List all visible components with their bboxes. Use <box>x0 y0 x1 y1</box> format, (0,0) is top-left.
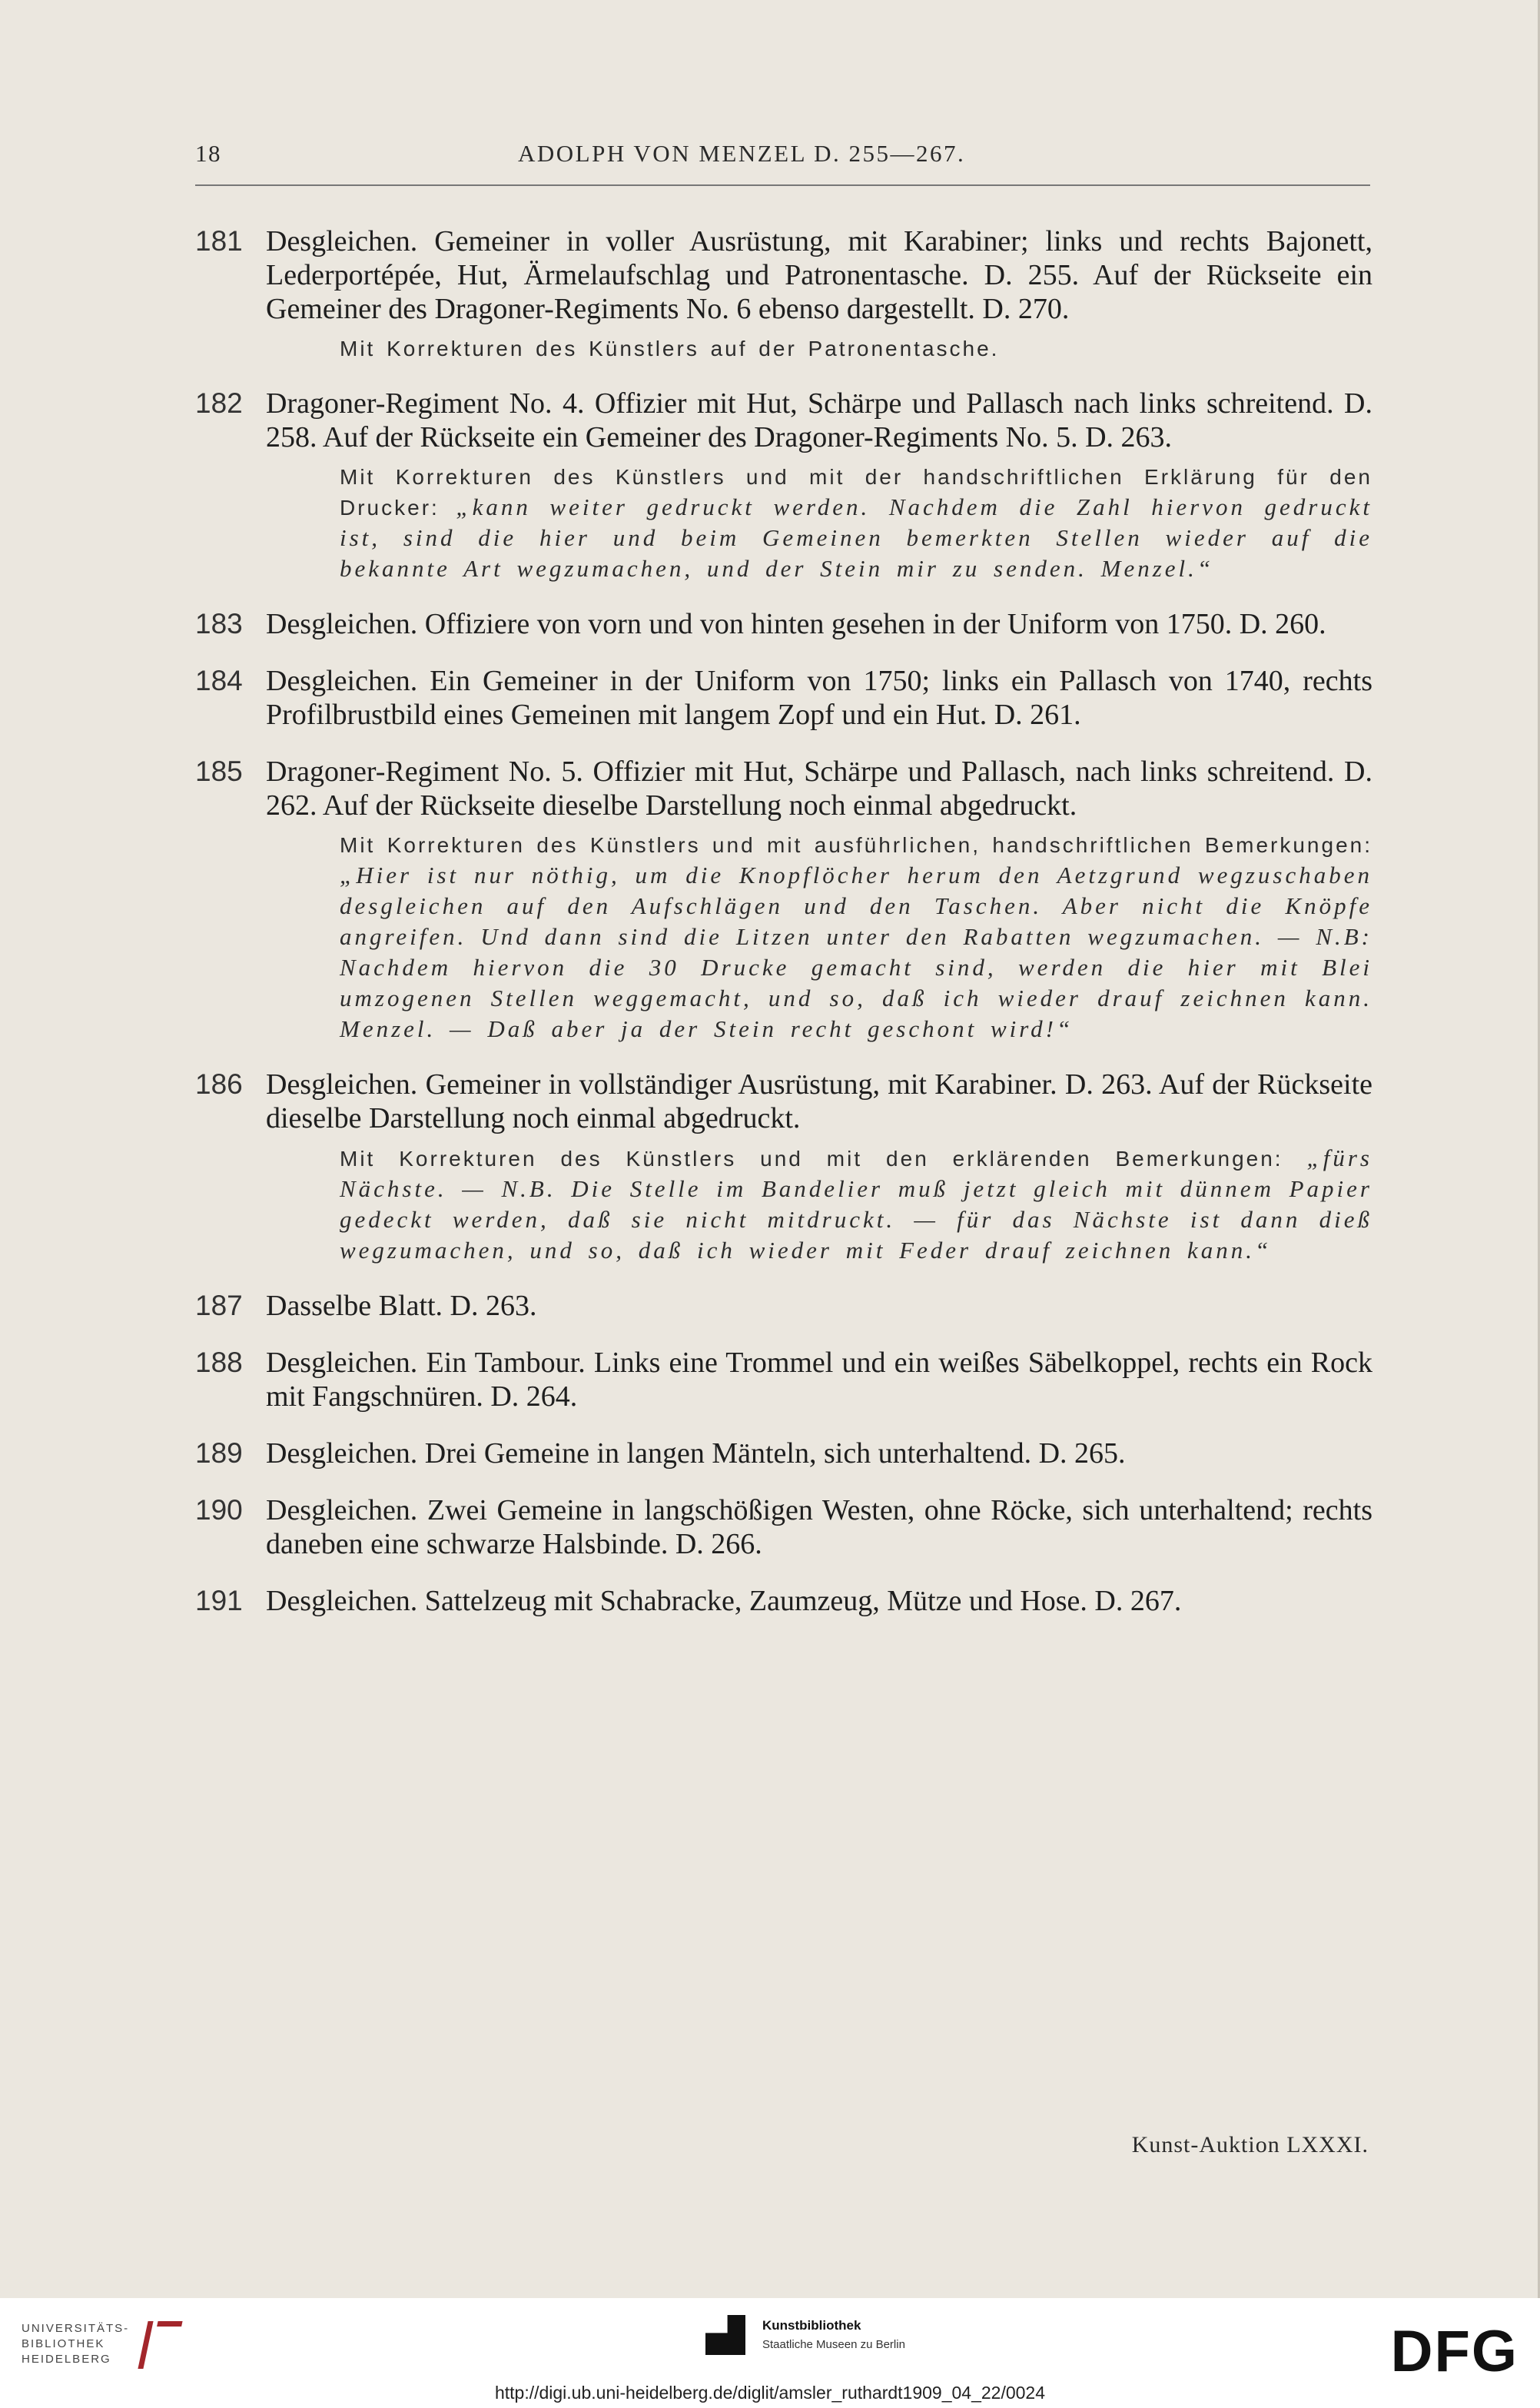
entry-number: 181 <box>195 225 243 257</box>
entry-description: Desgleichen. Drei Gemeine in langen Mänteln, sich unterhaltend. D. 265. <box>266 1437 1126 1470</box>
catalogue-entry <box>195 1289 1372 1323</box>
catalogue-entry <box>195 224 1372 364</box>
kunstbibliothek-subtitle: Staatliche Museen zu Berlin <box>762 2338 905 2351</box>
entry-description: Desgleichen. Ein Gemeiner in der Uniform von 1750; links ein Pallasch von 1740, rechts Profilbrustbild eines Gemeinen mit langem Zopf und ein Hut. D. 261. <box>266 665 1372 731</box>
catalogue-entries <box>195 224 1372 1641</box>
running-head <box>195 135 1370 174</box>
entry-description: Dasselbe Blatt. D. 263. <box>266 1290 537 1322</box>
entry-number: 184 <box>195 665 243 696</box>
entry-note <box>340 334 1372 364</box>
entry-number: 186 <box>195 1068 243 1100</box>
catalogue-entry <box>195 1068 1372 1266</box>
kunstbibliothek-title: Kunstbibliothek <box>762 2318 861 2333</box>
entry-number: 183 <box>195 608 243 639</box>
auction-signature: Kunst-Auktion LXXXI. <box>1131 2132 1369 2157</box>
entry-description: Desgleichen. Sattelzeug mit Schabracke, Zaumzeug, Mütze und Hose. D. 267. <box>266 1585 1182 1617</box>
dfg-logo[interactable]: DFG <box>1390 2319 1518 2384</box>
entry-description: Desgleichen. Offiziere von vorn und von hinten gesehen in der Uniform von 1750. D. 260. <box>266 608 1326 640</box>
kunstbibliothek-logo[interactable] <box>705 2315 959 2361</box>
catalogue-entry <box>195 664 1372 732</box>
entry-number: 190 <box>195 1494 243 1526</box>
entry-note <box>340 1143 1372 1266</box>
running-title: ADOLPH VON MENZEL D. 255—267. <box>518 140 966 167</box>
header-rule <box>195 184 1370 186</box>
entry-description: Dragoner-Regiment No. 5. Offizier mit Hut, Schärpe und Pallasch, nach links schreitend. D. 262. Auf der Rückseite dieselbe Darstellung noch einmal abgedruckt. <box>266 756 1372 822</box>
entry-number: 182 <box>195 387 243 419</box>
entry-description: Desgleichen. Gemeiner in voller Ausrüstung, mit Karabiner; links und rechts Bajonett, Lederportépée, Hut, Ärmelaufschlag und Patronentasche. D. 255. Auf der Rückseite ein Gemeiner des Dragoner-Regiments No. 6 ebenso dargestellt. D. 270. <box>266 225 1372 325</box>
catalogue-entry <box>195 387 1372 584</box>
note-handwritten-quote: „kann weiter gedruckt werden. Nachdem die Zahl hiervon gedruckt ist, sind die hier und beim Gemeinen bemerkten Stellen wieder auf die bekannte Art wegzumachen, und der Stein mir zu senden. Menzel.“ <box>340 493 1372 582</box>
catalogue-entry <box>195 755 1372 1045</box>
catalogue-entry <box>195 1493 1372 1561</box>
university-library-logo[interactable] <box>22 2321 191 2367</box>
entry-note <box>340 462 1372 584</box>
page-number: 18 <box>195 140 221 167</box>
note-text: Mit Korrekturen des Künstlers und mit der handschriftlichen Erklärung für den Drucker: <box>340 465 1372 520</box>
note-text: Mit Korrekturen des Künstlers auf der Patronentasche. <box>340 337 1000 360</box>
university-line: UNIVERSITÄTS- <box>22 2322 130 2335</box>
viewer-footer <box>0 2298 1540 2408</box>
entry-number: 189 <box>195 1437 243 1469</box>
catalogue-entry <box>195 607 1372 641</box>
note-handwritten-quote: „Hier ist nur nöthig, um die Knopflöcher herum den Aetzgrund wegzuschaben desgleichen auf den Aufschlägen und den Taschen. Aber nicht die Knöpfe angreifen. Und dann sind die Litzen unter den Rabatten wegzumachen. — N.B: Nachdem hiervon die 30 Drucke gemacht sind, werden die hier mit Blei umzogenen Stellen weggemacht, und so, daß ich wieder drauf zeichnen kann. Menzel. — Daß aber ja der Stein recht geschont wird!“ <box>340 862 1372 1042</box>
university-line: HEIDELBERG <box>22 2353 111 2366</box>
entry-number: 191 <box>195 1585 243 1616</box>
entry-description: Desgleichen. Zwei Gemeine in langschößigen Westen, ohne Röcke, sich unterhaltend; rechts daneben eine schwarze Halsbinde. D. 266. <box>266 1494 1372 1560</box>
entry-number: 188 <box>195 1347 243 1378</box>
entry-description: Desgleichen. Gemeiner in vollständiger Ausrüstung, mit Karabiner. D. 263. Auf der Rückseite dieselbe Darstellung noch einmal abgedruckt. <box>266 1068 1372 1134</box>
entry-number: 185 <box>195 756 243 787</box>
note-handwritten-quote: „fürs Nächste. — N.B. Die Stelle im Bandelier muß jetzt gleich mit dünnem Papier gedeckt werden, daß sie nicht mitdruckt. — für das Nächste ist dann dieß wegzumachen, und so, daß ich wieder mit Feder drauf zeichnen kann.“ <box>340 1144 1372 1264</box>
note-text: Mit Korrekturen des Künstlers und mit den erklärenden Bemerkungen: <box>340 1147 1307 1171</box>
kunstbibliothek-emblem-icon <box>705 2315 745 2355</box>
note-text: Mit Korrekturen des Künstlers und mit ausführlichen, handschriftlichen Bemerkungen: <box>340 833 1372 857</box>
entry-note <box>340 830 1372 1045</box>
entry-description: Dragoner-Regiment No. 4. Offizier mit Hut, Schärpe und Pallasch nach links schreitend. D. 258. Auf der Rückseite ein Gemeiner des Dragoner-Regiments No. 5. D. 263. <box>266 387 1372 453</box>
catalogue-entry <box>195 1346 1372 1413</box>
entry-description: Desgleichen. Ein Tambour. Links eine Trommel und ein weißes Säbelkoppel, rechts ein Rock mit Fangschnüren. D. 264. <box>266 1347 1372 1413</box>
catalogue-entry <box>195 1436 1372 1470</box>
university-line: BIBLIOTHEK <box>22 2337 105 2350</box>
document-url[interactable]: http://digi.ub.uni-heidelberg.de/diglit/amsler_ruthardt1909_04_22/0024 <box>494 2383 1046 2403</box>
entry-number: 187 <box>195 1290 243 1321</box>
catalogue-entry <box>195 1584 1372 1618</box>
